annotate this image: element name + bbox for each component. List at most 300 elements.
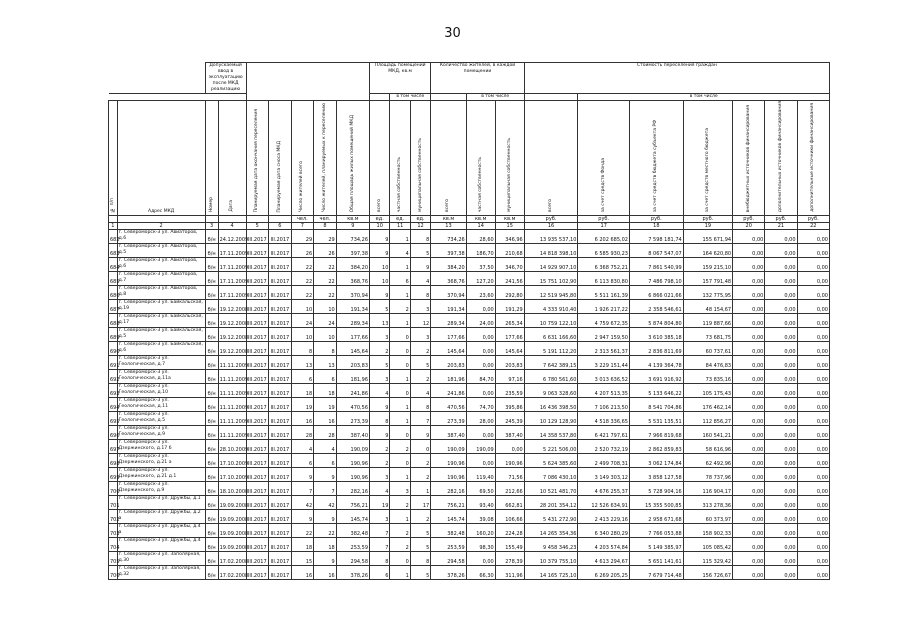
cell-c1: III.2017 [246,398,269,412]
page-number: 30 [444,26,461,41]
cell-f: 191,29 [495,300,524,314]
cell-c: 3 [410,300,430,314]
cell-no: 684 [109,258,118,272]
cell-b: 0 [390,356,410,370]
cell-c: 12 [410,314,430,328]
cell-area: 470,56 [336,398,369,412]
table-body [109,230,830,580]
cell-c1: III.2017 [246,566,269,580]
cell-h: 7 106 213,50 [578,398,630,412]
cell-date: 11.11.2009 [218,356,246,370]
column-number: 18 [629,223,683,230]
area-res-sub: в том числе [466,94,524,101]
cell-h: 6 585 930,23 [578,244,630,258]
cell-d: 756,21 [431,496,466,510]
table-row [109,454,830,468]
col-extra-2: дополнительных источников финансирования [765,101,797,216]
column-number: 20 [733,223,765,230]
cell-d: 190,09 [431,440,466,454]
cell-b: 1 [390,370,410,384]
cell-no: 697 [109,440,118,454]
table-row [109,426,830,440]
cell-e: 0,00 [466,384,495,398]
cell-e: 28,00 [466,412,495,426]
cell-k: 0,00 [733,258,765,272]
cell-k: 0,00 [733,328,765,342]
cell-i: 3 691 916,92 [629,370,683,384]
cell-c: 2 [410,342,430,356]
column-number: 6 [269,223,292,230]
cell-i: 8 067 547,07 [629,244,683,258]
cell-c: 2 [410,510,430,524]
cell-num: б/н [205,538,218,552]
unit-cell [269,216,292,223]
cell-area: 177,66 [336,328,369,342]
cell-c1: III.2017 [246,314,269,328]
cell-f: 145,64 [495,342,524,356]
cell-l2: 0,00 [797,230,829,244]
cell-r1: 22 [291,272,314,286]
table-row [109,244,830,258]
cell-addr: г. Североморск-3 ул. Геологическая, д.9 [117,426,205,440]
cell-g: 14 165 725,10 [524,566,578,580]
cell-k: 0,00 [733,524,765,538]
cell-e: 98,30 [466,538,495,552]
cell-date: 19.12.2008 [218,314,246,328]
cell-l: 0,00 [765,286,797,300]
cell-r2: 8 [314,342,337,356]
unit-cell: кв.м [466,216,495,223]
cell-l: 0,00 [765,356,797,370]
cell-g: 7 086 430,10 [524,468,578,482]
cell-i: 7 679 714,48 [629,566,683,580]
cell-r1: 29 [291,230,314,244]
cell-k: 0,00 [733,230,765,244]
cell-c: 5 [410,566,430,580]
cell-e: 0,00 [466,300,495,314]
cell-j: 84 476,83 [683,356,732,370]
cell-e: 24,00 [466,314,495,328]
cell-date: 19.09.2008 [218,524,246,538]
cell-date: 17.11.2009 [218,286,246,300]
cell-addr: г. Североморск-3 ул. Авиаторов, д.8 [117,286,205,300]
cell-e: 37,50 [466,258,495,272]
cell-f: 190,96 [495,454,524,468]
cell-h: 4 613 294,67 [578,552,630,566]
cell-j: 116 904,17 [683,482,732,496]
cell-b: 2 [390,496,410,510]
cell-k: 0,00 [733,370,765,384]
cell-area: 289,34 [336,314,369,328]
cell-i: 5 728 904,16 [629,482,683,496]
cell-f: 346,70 [495,258,524,272]
cell-d: 241,86 [431,384,466,398]
unit-cell [205,216,218,223]
cell-h: 5 511 161,39 [578,286,630,300]
cell-l2: 0,00 [797,440,829,454]
cell-r2: 22 [314,272,337,286]
cell-r1: 9 [291,468,314,482]
cell-j: 73 835,16 [683,370,732,384]
column-number: 9 [336,223,369,230]
cell-k: 0,00 [733,342,765,356]
cell-no: 687 [109,300,118,314]
cell-r1: 24 [291,314,314,328]
cell-l2: 0,00 [797,454,829,468]
cell-l2: 0,00 [797,566,829,580]
cell-r2: 26 [314,244,337,258]
cell-a: 6 [370,566,390,580]
cell-j: 73 681,75 [683,328,732,342]
cell-f: 241,56 [495,272,524,286]
cell-c: 17 [410,496,430,510]
cell-l2: 0,00 [797,384,829,398]
cell-j: 115 329,42 [683,552,732,566]
cell-g: 9 063 328,60 [524,384,578,398]
unit-cell [218,216,246,223]
cell-area: 145,64 [336,342,369,356]
cell-i: 8 541 704,86 [629,398,683,412]
cell-c2: III.2017 [269,370,292,384]
column-number: 14 [466,223,495,230]
cell-a: 9 [370,426,390,440]
cell-r2: 19 [314,398,337,412]
resettlement-register-table [108,62,830,580]
column-number: 7 [291,223,314,230]
cell-num: б/н [205,286,218,300]
cell-addr: г. Североморск-3 ул. Геологическая, д.7 [117,356,205,370]
cell-d: 273,39 [431,412,466,426]
col-mun-2: муниципальная собственность [495,101,524,216]
cell-l: 0,00 [765,398,797,412]
cell-c1: III.2017 [246,468,269,482]
cell-num: б/н [205,412,218,426]
table-row [109,300,830,314]
cell-r2: 9 [314,468,337,482]
cell-addr: г. Североморск-3 ул. Авиаторов, д.7 [117,272,205,286]
cell-a: 9 [370,230,390,244]
cell-a: 5 [370,356,390,370]
col-address: Адрес МКД [117,101,205,216]
cell-c: 4 [410,272,430,286]
cell-h: 2 947 159,50 [578,328,630,342]
cell-j: 60 737,61 [683,342,732,356]
column-number: 12 [410,223,430,230]
col-fund: за счет средств Фонда [578,101,630,216]
cell-r2: 10 [314,300,337,314]
cell-d: 378,26 [431,566,466,580]
cell-f: 0,00 [495,440,524,454]
cell-i: 5 874 804,80 [629,314,683,328]
cell-c1: III.2017 [246,482,269,496]
table-row [109,342,830,356]
cell-r2: 9 [314,552,337,566]
cell-date: 17.10.2009 [218,454,246,468]
cell-l: 0,00 [765,328,797,342]
cell-addr: г. Североморск-3 ул. Заполярная, д.32 [117,566,205,580]
cell-addr: г. Североморск-3 ул. Дружбы, д.4 а [117,524,205,538]
cell-addr: г. Североморск-3 ул. Авиаторов, д.5 [117,244,205,258]
cell-c2: III.2017 [269,552,292,566]
cell-addr: г. Североморск-3 ул. Байкальская, д.6 [117,342,205,356]
cell-addr: г. Североморск-3 ул. Дружбы, д.2 а [117,510,205,524]
cell-l: 0,00 [765,230,797,244]
cell-h: 6 269 205,25 [578,566,630,580]
cell-h: 3 013 636,52 [578,370,630,384]
cell-no: 691 [109,356,118,370]
cell-num: б/н [205,454,218,468]
table-row [109,482,830,496]
cell-j: 157 791,48 [683,272,732,286]
cell-k: 0,00 [733,314,765,328]
cell-c1: III.2017 [246,230,269,244]
cell-c1: III.2017 [246,272,269,286]
cell-j: 313 278,36 [683,496,732,510]
cell-area: 384,20 [336,258,369,272]
cell-e: 0,00 [466,342,495,356]
column-number: 22 [797,223,829,230]
cell-r2: 22 [314,258,337,272]
cell-j: 112 856,27 [683,412,732,426]
cell-d: 382,48 [431,524,466,538]
cell-c: 8 [410,552,430,566]
cell-c2: III.2017 [269,258,292,272]
cell-c1: III.2017 [246,258,269,272]
cell-l: 0,00 [765,314,797,328]
cell-no: 696 [109,426,118,440]
group-cost: Стоимость переселения граждан [524,63,829,94]
cell-k: 0,00 [733,440,765,454]
cell-num: б/н [205,342,218,356]
cell-date: 18.10.2008 [218,482,246,496]
cell-h: 4 207 513,35 [578,384,630,398]
col-plan-residents: Число жителей, планируемых к переселению [314,101,337,216]
cell-e: 0,00 [466,356,495,370]
col-own-1: частная собственность [390,101,410,216]
cell-e: 0,00 [466,328,495,342]
cell-l: 0,00 [765,538,797,552]
cell-l2: 0,00 [797,468,829,482]
cell-g: 10 759 122,10 [524,314,578,328]
col-date: Дата [218,101,246,216]
cell-e: 190,09 [466,440,495,454]
cell-k: 0,00 [733,566,765,580]
cell-r1: 16 [291,412,314,426]
cell-j: 119 887,66 [683,314,732,328]
cell-r1: 22 [291,258,314,272]
cell-c: 2 [410,454,430,468]
cell-c2: III.2017 [269,468,292,482]
cell-c1: III.2017 [246,412,269,426]
column-number: 10 [370,223,390,230]
cell-r2: 6 [314,370,337,384]
cell-d: 191,34 [431,300,466,314]
cell-b: 2 [390,538,410,552]
column-number: 1 [109,223,118,230]
cell-d: 203,83 [431,356,466,370]
table-row [109,538,830,552]
group-area-res: Количество жителей, в каждой помещении [431,63,524,94]
cell-area: 378,26 [336,566,369,580]
column-number-row [109,223,830,230]
cell-l2: 0,00 [797,412,829,426]
cell-d: 397,38 [431,244,466,258]
cell-j: 105 175,43 [683,384,732,398]
cell-l2: 0,00 [797,272,829,286]
table-row [109,370,830,384]
cell-c1: III.2017 [246,370,269,384]
cell-l: 0,00 [765,426,797,440]
cell-e: 0,00 [466,426,495,440]
cell-c: 8 [410,286,430,300]
cell-l2: 0,00 [797,258,829,272]
cell-l2: 0,00 [797,328,829,342]
cell-b: 1 [390,468,410,482]
cell-area: 190,96 [336,468,369,482]
column-number: 3 [205,223,218,230]
cell-d: 387,40 [431,426,466,440]
cell-c1: III.2017 [246,244,269,258]
cell-addr: г. Североморск-3 ул. Дзержинского, д.21 а [117,454,205,468]
cell-b: 0 [390,384,410,398]
cell-c1: III.2017 [246,538,269,552]
cell-j: 48 154,67 [683,300,732,314]
cell-h: 2 499 708,31 [578,454,630,468]
cell-e: 28,60 [466,230,495,244]
cell-b: 0 [390,328,410,342]
cell-no: 690 [109,342,118,356]
cell-num: б/н [205,384,218,398]
cell-l2: 0,00 [797,370,829,384]
col-extra-3: дополнительные источники финансирования [797,101,829,216]
cell-a: 7 [370,538,390,552]
cell-r2: 16 [314,412,337,426]
cell-l: 0,00 [765,342,797,356]
cell-g: 5 431 272,90 [524,510,578,524]
cell-addr: г. Североморск-3 ул. Геологическая, д.11а [117,370,205,384]
cell-h: 12 526 634,91 [578,496,630,510]
cell-c: 2 [410,468,430,482]
cell-d: 470,56 [431,398,466,412]
cell-r2: 9 [314,510,337,524]
cell-d: 190,96 [431,454,466,468]
cell-j: 164 620,80 [683,244,732,258]
cell-a: 10 [370,258,390,272]
cell-r1: 10 [291,300,314,314]
cell-c2: III.2017 [269,440,292,454]
unit-cell: кв.м [336,216,369,223]
unit-cell [109,216,118,223]
cell-b: 1 [390,286,410,300]
cell-date: 19.09.2008 [218,510,246,524]
cell-c: 8 [410,230,430,244]
cell-f: 662,81 [495,496,524,510]
cell-a: 2 [370,440,390,454]
cell-l2: 0,00 [797,510,829,524]
cell-date: 19.12.2008 [218,300,246,314]
cell-no: 703 [109,524,118,538]
cell-d: 282,16 [431,482,466,496]
cell-c: 4 [410,384,430,398]
cell-c: 9 [410,426,430,440]
cell-j: 78 737,96 [683,468,732,482]
cell-c: 1 [410,482,430,496]
column-number: 17 [578,223,630,230]
cell-num: б/н [205,398,218,412]
cell-r1: 18 [291,538,314,552]
cell-b: 1 [390,314,410,328]
cell-b: 2 [390,300,410,314]
cell-h: 3 149 303,12 [578,468,630,482]
cell-c2: III.2017 [269,538,292,552]
table-row [109,468,830,482]
cell-b: 1 [390,258,410,272]
cell-h: 6 421 797,61 [578,426,630,440]
cell-i: 7 966 819,68 [629,426,683,440]
cell-j: 62 492,96 [683,454,732,468]
unit-cell: кв.м [431,216,466,223]
column-number: 19 [683,223,732,230]
cell-c1: III.2017 [246,328,269,342]
cell-date: 19.12.2008 [218,328,246,342]
cell-no: 685 [109,272,118,286]
cell-r1: 26 [291,244,314,258]
cell-area: 382,48 [336,524,369,538]
cell-addr: г. Североморск-3 ул. Байкальская, д.19 [117,300,205,314]
cell-l2: 0,00 [797,286,829,300]
cell-b: 0 [390,552,410,566]
cell-l: 0,00 [765,244,797,258]
cell-l2: 0,00 [797,300,829,314]
cell-g: 7 642 389,15 [524,356,578,370]
cell-a: 8 [370,552,390,566]
cell-f: 292,80 [495,286,524,300]
cell-j: 159 215,10 [683,258,732,272]
cell-b: 1 [390,510,410,524]
col-plan-demolish: Планируемая дата сноса МКД [269,101,292,216]
cell-addr: г. Североморск-3 ул. Байкальская, д.17 [117,314,205,328]
cell-e: 119,40 [466,468,495,482]
cell-j: 132 775,95 [683,286,732,300]
cell-l: 0,00 [765,468,797,482]
cell-f: 210,68 [495,244,524,258]
cell-k: 0,00 [733,482,765,496]
cell-date: 17.11.2009 [218,244,246,258]
cell-no: 706 [109,566,118,580]
cell-l: 0,00 [765,524,797,538]
cell-r1: 8 [291,342,314,356]
cell-a: 2 [370,454,390,468]
cell-d: 289,34 [431,314,466,328]
cell-i: 3 858 127,58 [629,468,683,482]
cell-d: 177,66 [431,328,466,342]
cell-num: б/н [205,230,218,244]
cell-i: 6 866 021,66 [629,286,683,300]
cell-area: 203,83 [336,356,369,370]
cell-c2: III.2017 [269,496,292,510]
cell-addr: г. Североморск-3 ул. Дзержинского, д.17 б [117,440,205,454]
unit-cell: руб. [765,216,797,223]
cell-area: 181,96 [336,370,369,384]
cell-i: 3 610 385,18 [629,328,683,342]
cell-g: 28 201 354,12 [524,496,578,510]
cell-k: 0,00 [733,496,765,510]
cell-i: 5 133 646,22 [629,384,683,398]
cell-b: 4 [390,244,410,258]
cell-num: б/н [205,524,218,538]
cell-f: 212,66 [495,482,524,496]
cell-k: 0,00 [733,468,765,482]
